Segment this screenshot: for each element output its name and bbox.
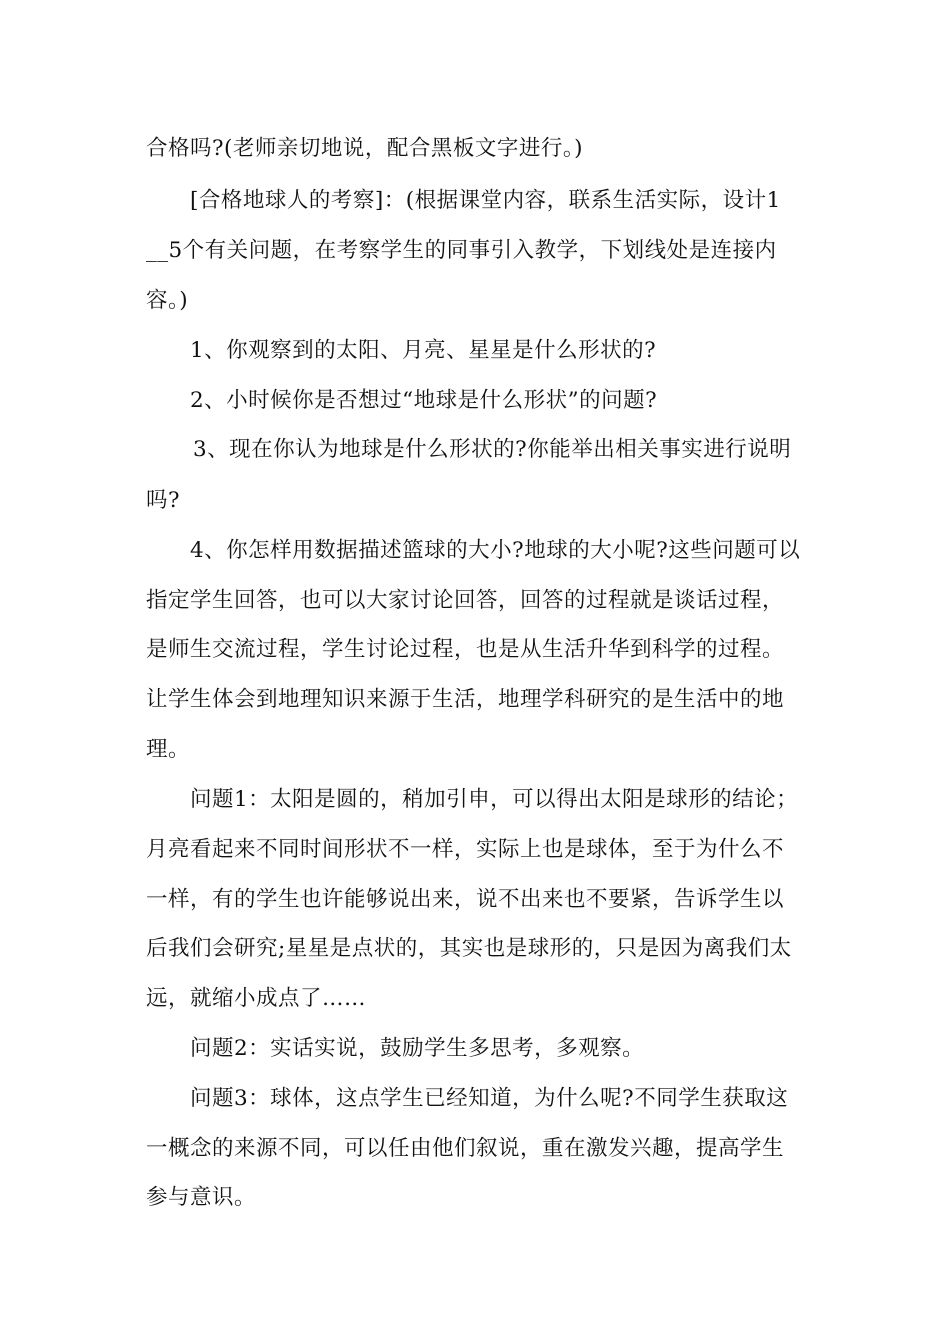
text-line: 4、你怎样用数据描述篮球的大小?地球的大小呢?这些问题可以 (190, 538, 801, 563)
text-line: 远，就缩小成点了…… (146, 986, 367, 1011)
text-line: 指定学生回答，也可以大家讨论回答，回答的过程就是谈话过程， (146, 588, 785, 613)
text-line: 理。 (146, 737, 191, 762)
text-line: 问题2：实话实说，鼓励学生多思考，多观察。 (190, 1036, 645, 1061)
text-line: 后我们会研究;星星是点状的，其实也是球形的，只是因为离我们太 (146, 936, 792, 961)
text-line: 参与意识。 (146, 1185, 257, 1210)
text-line: 合格吗?(老师亲切地说，配合黑板文字进行。) (146, 136, 584, 161)
text-line: 让学生体会到地理知识来源于生活，地理学科研究的是生活中的地 (146, 687, 785, 712)
text-line: 月亮看起来不同时间形状不一样，实际上也是球体，至于为什么不 (146, 837, 785, 862)
text-line: 1、你观察到的太阳、月亮、星星是什么形状的? (190, 338, 657, 363)
text-line: 3、现在你认为地球是什么形状的?你能举出相关事实进行说明 (193, 437, 792, 462)
text-line: 吗? (146, 488, 181, 513)
text-line: 是师生交流过程，学生讨论过程，也是从生活升华到科学的过程。 (146, 637, 785, 662)
text-line: [合格地球人的考察]：(根据课堂内容，联系生活实际，设计1 (190, 188, 781, 213)
text-line: 容。) (146, 288, 189, 313)
text-line: 问题1：太阳是圆的，稍加引申，可以得出太阳是球形的结论； (190, 787, 799, 812)
text-line: __5个有关问题，在考察学生的同事引入教学，下划线处是连接内 (146, 238, 777, 263)
text-line: 一概念的来源不同，可以任由他们叙说，重在激发兴趣，提高学生 (146, 1136, 785, 1161)
text-line: 2、小时候你是否想过“地球是什么形状”的问题? (190, 388, 658, 413)
text-line: 问题3：球体，这点学生已经知道，为什么呢?不同学生获取这 (190, 1086, 789, 1111)
text-line: 一样，有的学生也许能够说出来，说不出来也不要紧，告诉学生以 (146, 887, 785, 912)
